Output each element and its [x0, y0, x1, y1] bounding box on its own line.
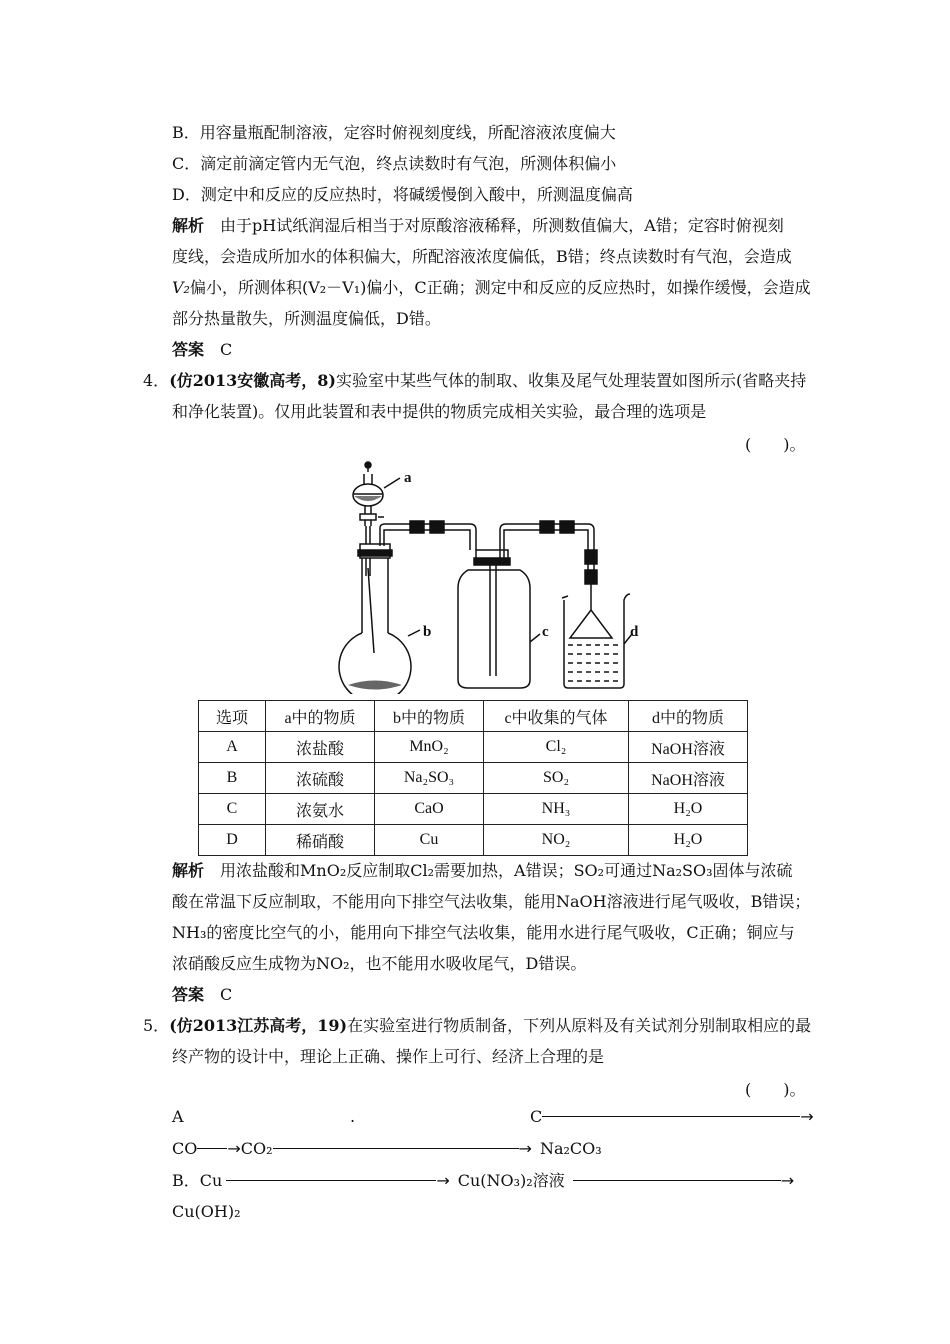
- table-row: [199, 794, 748, 825]
- q5-option-b-start: B．Cu: [172, 1171, 223, 1190]
- arrow-line: [573, 1180, 781, 1181]
- q5-number: 5．: [143, 1016, 170, 1035]
- q3-option-c: C．滴定前滴定管内无气泡，终点读数时有气泡，所测体积偏小: [172, 154, 617, 173]
- q3-analysis-text3: 偏小，所测体积(V₂－V₁)偏小，C正确；测定中和反应的反应热时，如操作缓慢，会造成: [189, 278, 811, 297]
- q5-option-b-end: Cu(OH)₂: [172, 1202, 241, 1221]
- q5-stem-line2: 终产物的设计中，理论上正确、操作上可行、经济上合理的是: [172, 1047, 605, 1066]
- arrow-head-icon: →: [780, 1171, 795, 1190]
- table-cell: C: [199, 794, 266, 825]
- q5-stem-line1: [143, 1015, 811, 1037]
- arrow-line: [197, 1148, 227, 1149]
- q3-analysis-label: 解析: [172, 216, 205, 235]
- figure-label-d: d: [630, 624, 639, 640]
- q4-answer-blank: ( )。: [745, 435, 806, 454]
- q5-option-b-row1: [172, 1170, 794, 1192]
- figure-label-b: b: [423, 624, 432, 640]
- table-header-cell: 选项: [199, 701, 266, 732]
- table-cell: MnO₂: [375, 732, 484, 763]
- q3-analysis-text1: 由于pH试纸润湿后相当于对原酸溶液稀释，所测数值偏大，A错；定容时俯视刻: [220, 216, 784, 235]
- arrow-line: [226, 1180, 436, 1181]
- gas-collecting-bottle-c: [458, 521, 597, 688]
- q4-analysis-line4: 浓硝酸反应生成物为NO₂，也不能用水吸收尾气，D错误。: [172, 954, 587, 973]
- q5-option-b-mid: Cu(NO₃)₂溶液: [457, 1171, 565, 1190]
- table-cell: Cu: [375, 825, 484, 856]
- arrow-line: [273, 1148, 519, 1149]
- q5-stem-text1: 在实验室进行物质制备，下列从原料及有关试剂分别制取相应的最: [347, 1016, 812, 1035]
- q4-analysis-text1: 用浓盐酸和MnO₂反应制取Cl₂需要加热，A错误；SO₂可通过Na₂SO₃固体与浓硫: [220, 861, 793, 880]
- q4-analysis-line1: [172, 860, 793, 882]
- table-cell: D: [199, 825, 266, 856]
- beaker-d: [562, 584, 630, 688]
- table-row: [199, 763, 748, 794]
- table-cell: CaO: [375, 794, 484, 825]
- q3-analysis-line3: [172, 277, 811, 299]
- q3-option-d: D．测定中和反应的反应热时，将碱缓慢倒入酸中，所测温度偏高: [172, 185, 633, 204]
- q5-option-a-label: A: [172, 1107, 184, 1126]
- q5-option-a-co2: CO₂: [240, 1139, 273, 1158]
- table-cell: 浓硫酸: [266, 763, 375, 794]
- table-row: [199, 732, 748, 763]
- q3-option-b: B．用容量瓶配制溶液，定容时俯视刻度线，所配溶液浓度偏大: [172, 123, 616, 142]
- connecting-tube-bc: [380, 521, 476, 550]
- q5-option-a-co: CO: [172, 1139, 198, 1158]
- table-cell: NaOH溶液: [629, 732, 748, 763]
- table-cell: Cl₂: [484, 732, 629, 763]
- table-cell: H₂O: [629, 825, 748, 856]
- q4-answer-value: C: [220, 985, 233, 1004]
- q5-source: (仿2013江苏高考，19): [169, 1016, 348, 1035]
- table-cell: 浓氨水: [266, 794, 375, 825]
- figure-label-c: c: [542, 624, 549, 640]
- q4-answer: [172, 984, 232, 1006]
- q4-options-table: [198, 700, 748, 856]
- table-cell: A: [199, 732, 266, 763]
- table-header-cell: a中的物质: [266, 701, 375, 732]
- table-cell: H₂O: [629, 794, 748, 825]
- q5-option-a-row1: [530, 1106, 814, 1128]
- q4-analysis-label: 解析: [172, 861, 205, 880]
- apparatus-figure: [330, 458, 650, 694]
- table-cell: 浓盐酸: [266, 732, 375, 763]
- table-cell: B: [199, 763, 266, 794]
- q3-analysis-line4: 部分热量散失，所测温度偏低，D错。: [172, 309, 441, 328]
- table-header-cell: d中的物质: [629, 701, 748, 732]
- arrow-line: [542, 1116, 800, 1117]
- q4-stem-line2: 和净化装置)。仅用此装置和表中提供的物质完成相关实验，最合理的选项是: [172, 402, 707, 421]
- arrow-head-icon: →: [436, 1171, 450, 1190]
- q4-answer-label: 答案: [172, 985, 205, 1004]
- q5-option-a-c: C: [530, 1107, 543, 1126]
- table-header-cell: c中收集的气体: [484, 701, 629, 732]
- q3-analysis-line1: [172, 215, 784, 237]
- q3-answer-value: C: [220, 340, 233, 359]
- table-cell: NH₃: [484, 794, 629, 825]
- table-row: [199, 825, 748, 856]
- table-cell: NO₂: [484, 825, 629, 856]
- q4-analysis-line2: 酸在常温下反应制取，不能用向下排空气法收集，能用NaOH溶液进行尾气吸收，B错误；: [172, 892, 811, 911]
- separatory-funnel-a: [353, 462, 384, 576]
- q3-analysis-var: V₂: [172, 278, 190, 297]
- q4-stem-line1: [143, 370, 806, 392]
- q5-option-a-dot: .: [350, 1107, 356, 1126]
- arrow-head-icon: →: [227, 1139, 241, 1158]
- table-cell: NaOH溶液: [629, 763, 748, 794]
- q4-source: (仿2013安徽高考，8): [169, 371, 336, 390]
- round-bottom-flask-b: [339, 544, 411, 694]
- arrow-head-icon: →: [518, 1139, 532, 1158]
- q5-answer-blank: ( )。: [745, 1080, 806, 1099]
- q3-analysis-line2: 度线，会造成所加水的体积偏大，所配溶液浓度偏低，B错；终点读数时有气泡，会造成: [172, 247, 792, 266]
- q3-answer-label: 答案: [172, 340, 205, 359]
- table-header-cell: b中的物质: [375, 701, 484, 732]
- q3-answer: [172, 339, 232, 361]
- table-cell: Na₂SO₃: [375, 763, 484, 794]
- arrow-head-icon: →: [800, 1107, 814, 1126]
- table-header-row: [199, 701, 748, 732]
- q4-number: 4．: [143, 371, 170, 390]
- q5-option-a-row2: [172, 1138, 602, 1160]
- q4-stem-text1: 实验室中某些气体的制取、收集及尾气处理装置如图所示(省略夹持: [336, 371, 807, 390]
- table-cell: SO₂: [484, 763, 629, 794]
- figure-label-a: a: [404, 470, 412, 486]
- q5-option-a-na2co3: Na₂CO₃: [539, 1139, 602, 1158]
- table-cell: 稀硝酸: [266, 825, 375, 856]
- q4-analysis-line3: NH₃的密度比空气的小，能用向下排空气法收集，能用水进行尾气吸收，C正确；铜应与: [172, 923, 795, 942]
